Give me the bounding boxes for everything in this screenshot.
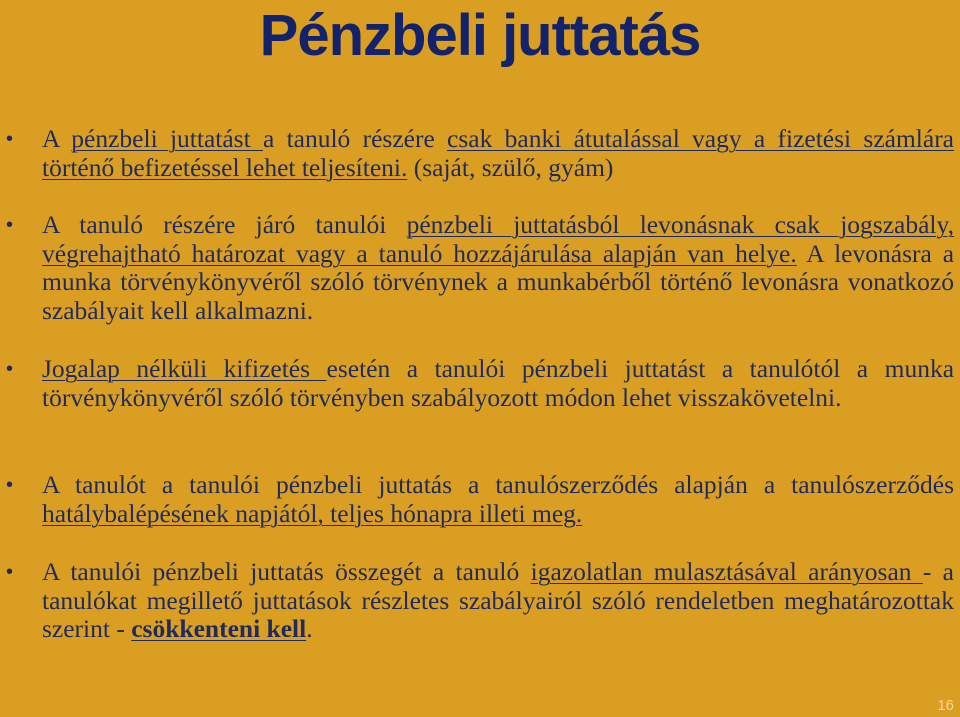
- bullet-item-payment-method: [6, 124, 954, 182]
- text: A tanuló részére járó tanulói: [42, 210, 407, 239]
- bullet-icon: •: [6, 561, 14, 583]
- text: A tanulói pénzbeli juttatás összegét a tanuló: [42, 557, 531, 586]
- underlined-text: Jogalap nélküli kifizetés: [42, 354, 327, 383]
- bullet-icon: •: [6, 128, 14, 150]
- bullet-icon: •: [6, 214, 14, 236]
- bullet-icon: •: [6, 358, 14, 380]
- text: A: [42, 124, 72, 153]
- underlined-text: pénzbeli juttatást: [71, 124, 263, 153]
- slide-title: Pénzbeli juttatás: [259, 3, 701, 68]
- underlined-text: hatálybalépésének napjától, teljes hónapra illeti meg.: [42, 498, 583, 528]
- underlined-text: igazolatlan mulasztásával arányosan: [530, 557, 923, 586]
- bullet-item-unfounded-payment: [6, 354, 955, 412]
- text: .: [306, 614, 313, 643]
- bullet-icon: •: [6, 474, 14, 496]
- slide-number: 16: [937, 697, 954, 714]
- bullet-item-absence-reduction: [6, 557, 954, 644]
- text: A tanulót a tanulói pénzbeli juttatás a tanulószerződés alapján a tanulószerződés: [42, 470, 954, 499]
- underlined-text: csak banki átutalással vagy a fizetési számlára történő befizetéssel lehet teljesíteni.: [42, 124, 954, 182]
- text: A levonásra a munka törvénykönyvéről szóló törvénynek a munkabérből történő levonásra vonatkozó szabályait kell alkalmazni.: [42, 238, 955, 325]
- text: a tanuló részére: [262, 124, 448, 153]
- bullet-item-entitlement: [6, 470, 954, 528]
- text: - a tanulókat megillető juttatások részletes szabályairól szóló rendeletben meghatározottak szerint -: [42, 557, 954, 643]
- bold-underlined-text: csökkenteni kell: [131, 614, 307, 643]
- bullet-item-deductions: [6, 210, 955, 325]
- text: (saját, szülő, gyám): [407, 152, 614, 182]
- text: esetén a tanulói pénzbeli juttatást a tanulótól a munka törvénykönyvéről szóló törvényben szabályozott módon lehet visszakövetelni.: [42, 354, 955, 412]
- underlined-text: pénzbeli juttatásból levonásnak csak jogszabály, végrehajtható határozat vagy a tanuló hozzájárulása alapján van helye.: [42, 210, 954, 268]
